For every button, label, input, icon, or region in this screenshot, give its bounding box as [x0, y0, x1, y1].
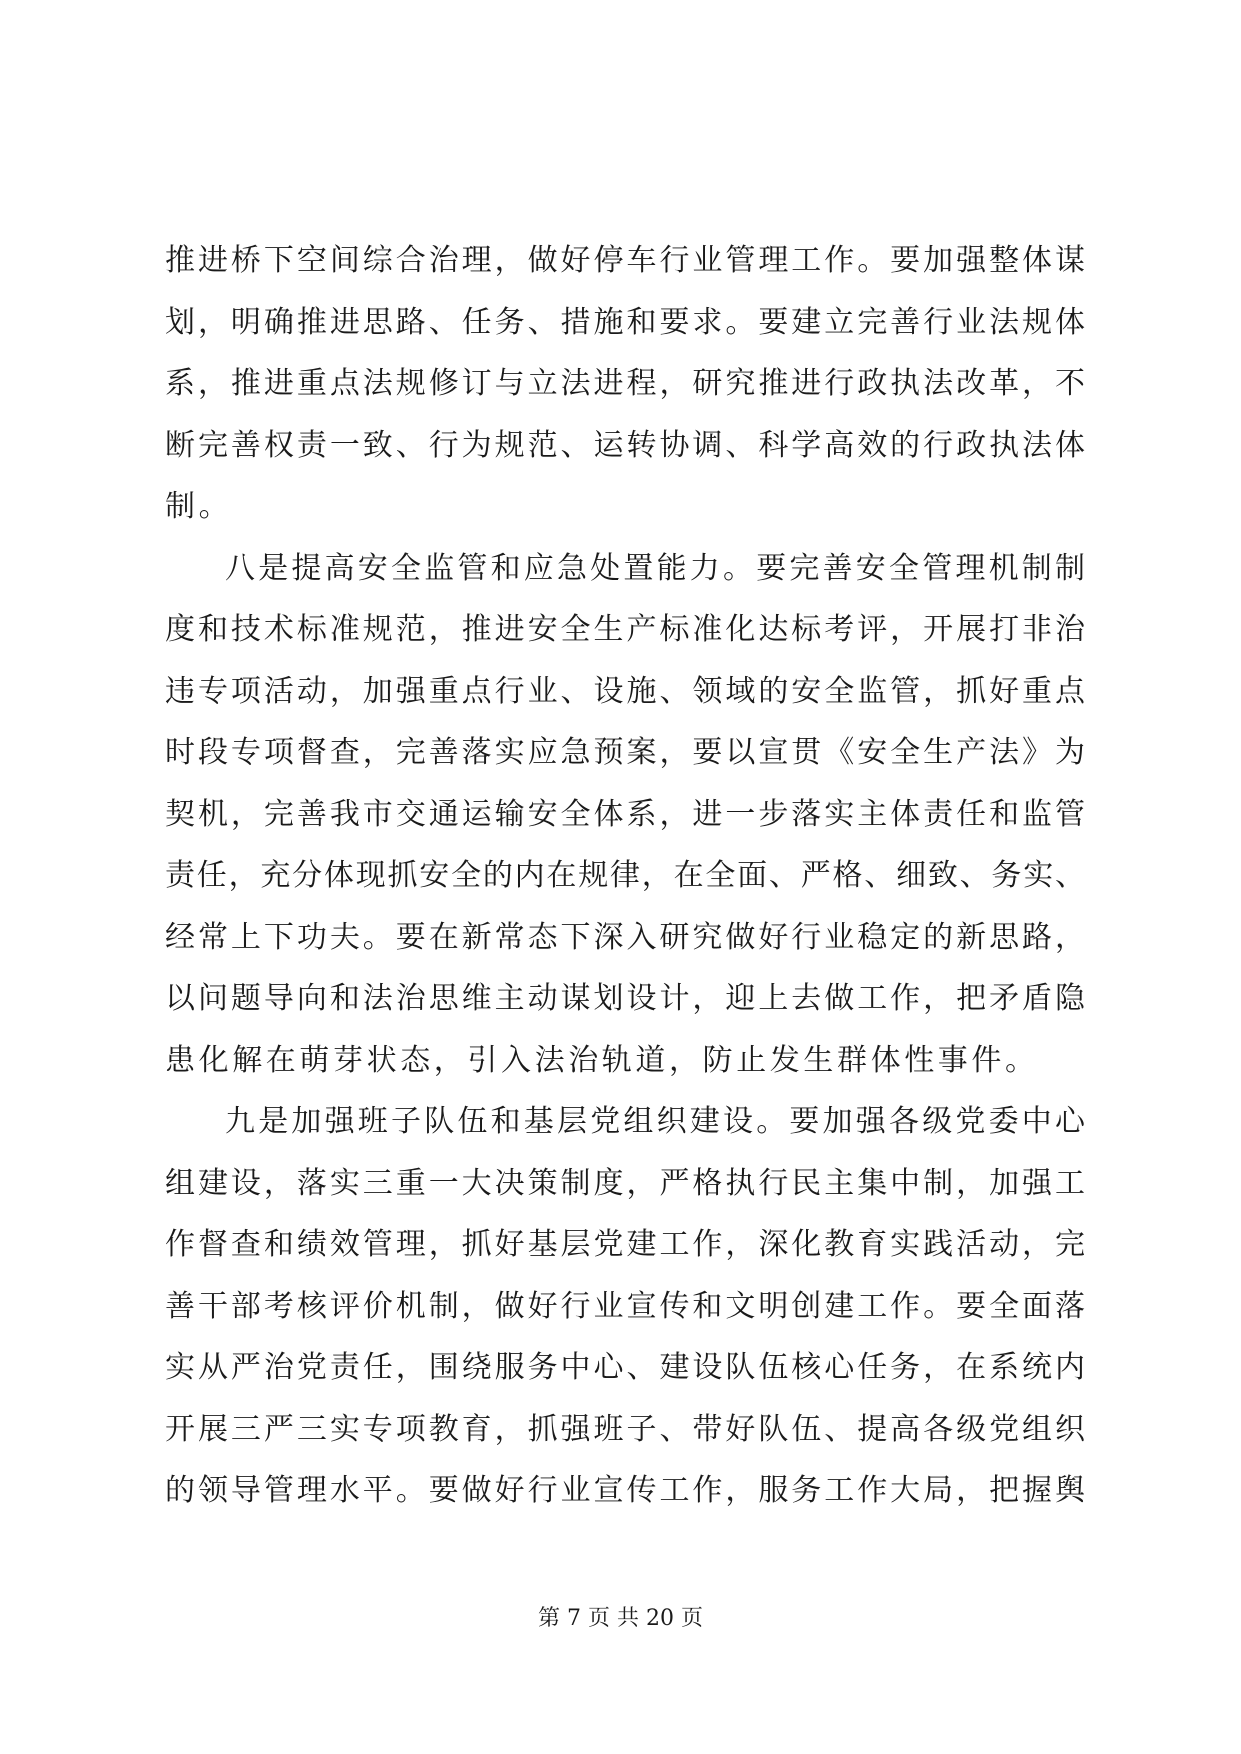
text-line: 责任，充分体现抓安全的内在规律，在全面、严格、细致、务实、 [165, 858, 1085, 893]
paragraph-first-line: 八是提高安全监管和应急处置能力。要完善安全管理机制制 [225, 550, 1085, 586]
text-line: 推进桥下空间综合治理，做好停车行业管理工作。要加强整体谋 [165, 243, 1085, 278]
text-line: 作督查和绩效管理，抓好基层党建工作，深化教育实践活动，完 [165, 1227, 1085, 1262]
text-line: 度和技术标准规范，推进安全生产标准化达标考评，开展打非治 [165, 612, 1085, 647]
text-line: 经常上下功夫。要在新常态下深入研究做好行业稳定的新思路， [165, 919, 1085, 955]
text-line: 组建设，落实三重一大决策制度，严格执行民主集中制，加强工 [165, 1165, 1085, 1201]
text-line: 开展三严三实专项教育，抓强班子、带好队伍、提高各级党组织 [165, 1411, 1085, 1447]
text-line: 划，明确推进思路、任务、措施和要求。要建立完善行业法规体 [165, 304, 1085, 340]
text-line: 实从严治党责任，围绕服务中心、建设队伍核心任务，在系统内 [165, 1350, 1085, 1385]
page-footer: 第 7 页 共 20 页 [538, 1606, 703, 1631]
paragraph-first-line: 九是加强班子队伍和基层党组织建设。要加强各级党委中心 [225, 1104, 1085, 1139]
text-line: 时段专项督查，完善落实应急预案，要以宣贯《安全生产法》为 [165, 735, 1085, 770]
text-line: 的领导管理水平。要做好行业宣传工作，服务工作大局，把握舆 [165, 1473, 1085, 1508]
document-body [165, 230, 1085, 1522]
text-line: 系，推进重点法规修订与立法进程，研究推进行政执法改革，不 [165, 366, 1085, 401]
text-line: 患化解在萌芽状态，引入法治轨道，防止发生群体性事件。 [165, 1042, 1039, 1078]
text-line: 断完善权责一致、行为规范、运转协调、科学高效的行政执法体 [165, 427, 1085, 463]
text-line: 契机，完善我市交通运输安全体系，进一步落实主体责任和监管 [165, 796, 1085, 832]
text-line: 以问题导向和法治思维主动谋划设计，迎上去做工作，把矛盾隐 [165, 981, 1085, 1016]
text-line: 制。 [165, 489, 233, 524]
text-line: 善干部考核评价机制，做好行业宣传和文明创建工作。要全面落 [165, 1288, 1085, 1324]
text-line: 违专项活动，加强重点行业、设施、领域的安全监管，抓好重点 [165, 673, 1085, 709]
